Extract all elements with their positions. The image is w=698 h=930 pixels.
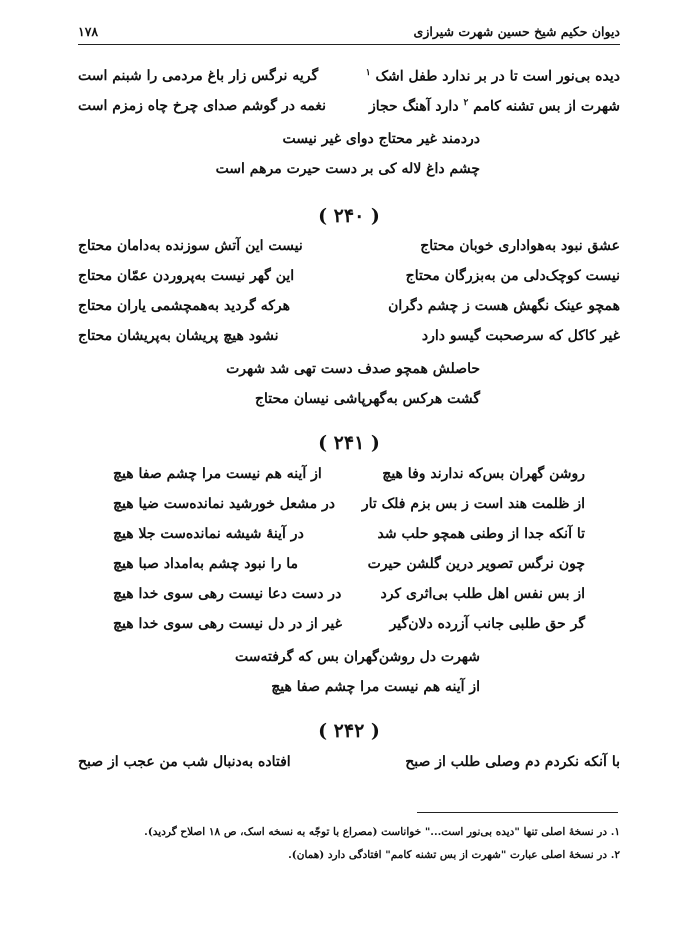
hemistich: دردمند غیر محتاج دوای غیر نیست [282, 131, 480, 147]
hemistich: غیر از در دل نیست رهی سوی خدا هیچ [113, 616, 342, 632]
hemistich: غیر کاکل که سرصحبت گیسو دارد [421, 328, 620, 344]
page-number: ۱۷۸ [78, 24, 99, 39]
footnote-mark: ۲ [463, 98, 469, 108]
running-header [78, 22, 620, 42]
verse-line [78, 328, 620, 352]
verse-line [78, 268, 620, 292]
header-rule [78, 44, 620, 45]
verse-line [78, 556, 620, 580]
verse-line [78, 526, 620, 550]
hemistich: عشق نبود به‌هواداری خوبان محتاج [420, 238, 620, 254]
verse-line [78, 754, 620, 778]
footnote-mark: ۱ [365, 68, 371, 78]
hemistich: تا آنکه جدا از وطنی همچو حلب شد [377, 526, 585, 542]
hemistich: دیده بی‌نور است تا در بر ندارد طفل اشک $^۱$ [365, 68, 620, 85]
hemistich: گشت هرکس به‌گهرپاشی نیسان محتاج [254, 391, 480, 407]
verse-line [78, 238, 620, 262]
hemistich: با آنکه نکردم دم وصلی طلب از صبح [405, 754, 620, 770]
closing-verse [78, 361, 620, 385]
closing-verse [78, 131, 620, 155]
verse-line [78, 466, 620, 490]
closing-verse [78, 161, 620, 185]
hemistich: گریه نرگس زار باغ مردمی را شبنم است [78, 68, 319, 84]
footnote: ۲. در نسخهٔ اصلی عبارت "شهرت از بس تشنه کامم" افتادگی دارد (همان). [288, 849, 620, 861]
hemistich: در دست دعا نیست رهی سوی خدا هیچ [113, 586, 342, 602]
hemistich: چون نرگس تصویر درین گلشن حیرت [367, 556, 585, 572]
footnote: ۱. در نسخهٔ اصلی تنها "دیده بی‌نور است..." خواناست (مصراع با توجّه به نسخه اسک، ص ۱۸ اصلاح گردید). [144, 826, 620, 838]
verse-line [78, 68, 620, 92]
ghazal-number: ( ۲۴۲ ) [318, 720, 380, 742]
hemistich: چشم داغ لاله کی بر دست حیرت مرهم است [215, 161, 480, 177]
hemistich: شهرت از بس تشنه کامم $^۲$ دارد آهنگ حجاز [368, 98, 620, 115]
ghazal-number: ( ۲۴۱ ) [318, 432, 380, 454]
verse-line [78, 616, 620, 640]
ghazal-number: ( ۲۴۰ ) [318, 205, 380, 227]
hemistich: ما را نبود چشم به‌امداد صبا هیچ [113, 556, 298, 572]
hemistich: همچو عینک نگهش هست ز چشم دگران [388, 298, 620, 314]
verse-line [78, 496, 620, 520]
verse-line [78, 586, 620, 610]
hemistich: در آینهٔ شیشه نمانده‌ست جلا هیچ [113, 526, 304, 542]
closing-verse [78, 679, 620, 703]
hemistich: در مشعل خورشید نمانده‌ست ضیا هیچ [113, 496, 335, 512]
hemistich: از بس نفس اهل طلب بی‌اثری کرد [380, 586, 585, 602]
hemistich: افتاده به‌دنبال شب من عجب از صبح [78, 754, 291, 770]
hemistich: هرکه گردید به‌همچشمی یاران محتاج [78, 298, 290, 314]
closing-verse [78, 391, 620, 415]
footnote-rule [417, 812, 618, 813]
hemistich: شهرت دل روشن‌گهران بس که گرفته‌ست [235, 649, 480, 665]
hemistich: گر حق طلبی جانب آزرده دلان‌گیر [389, 616, 585, 632]
hemistich: از آینه هم نیست مرا چشم صفا هیچ [113, 466, 322, 482]
verse-line [78, 298, 620, 322]
hemistich: این گهر نیست به‌پروردن عمّان محتاج [78, 268, 295, 284]
hemistich: نغمه در گوشم صدای چرخ چاه زمزم است [78, 98, 327, 114]
hemistich: نیست کوچک‌دلی من به‌بزرگان محتاج [405, 268, 620, 284]
verse-line [78, 98, 620, 122]
hemistich: از آینه هم نیست مرا چشم صفا هیچ [271, 679, 480, 695]
closing-verse [78, 649, 620, 673]
hemistich: حاصلش همچو صدف دست تهی شد شهرت [226, 361, 480, 377]
header-title: دیوان حکیم شیخ حسین شهرت شیرازی [413, 24, 620, 39]
hemistich: نشود هیچ پریشان به‌پریشان محتاج [78, 328, 279, 344]
hemistich: روشن گهران بس‌که ندارند وفا هیچ [382, 466, 585, 482]
hemistich: از ظلمت هند است ز بس بزم فلک تار [361, 496, 585, 512]
hemistich: نیست این آتش سوزنده به‌دامان محتاج [78, 238, 303, 254]
